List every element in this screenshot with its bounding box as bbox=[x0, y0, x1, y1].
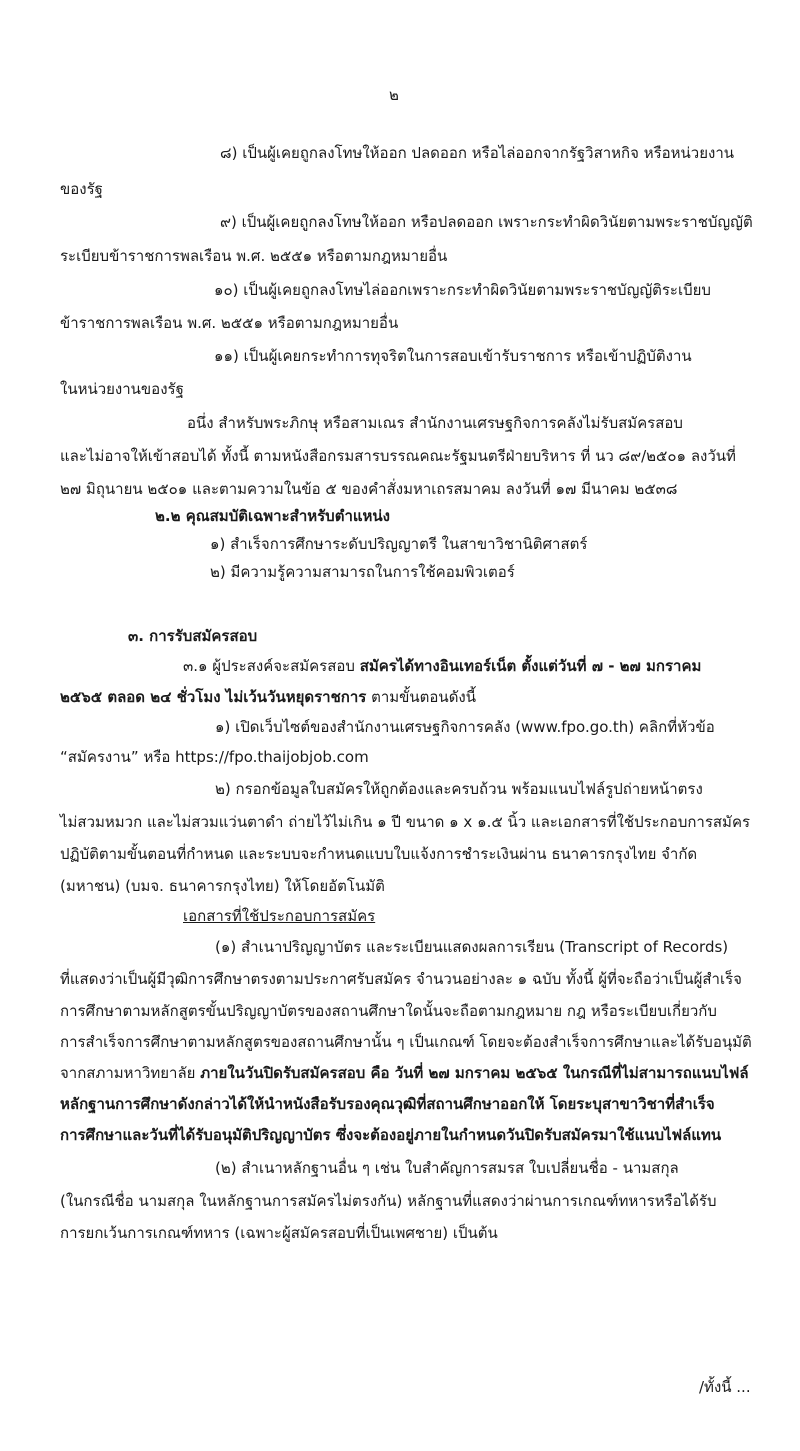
step-2-cont: ไม่สวมหมวก และไม่สวมแว่นตาดำ ถ่ายไว้ไม่เกิน ๑ ปี ขนาด ๑ x ๑.๕ นิ้ว และเอกสารที่ใช้ประกอบการสมัคร bbox=[60, 813, 751, 831]
section-3-1: ๓.๑ ผู้ประสงค์จะสมัครสอบ สมัครได้ทางอินเทอร์เน็ต ตั้งแต่วันที่ ๗ - ๒๗ มกราคม bbox=[183, 657, 702, 675]
step-2: ๒) กรอกข้อมูลใบสมัครให้ถูกต้องและครบถ้วน พร้อมแนบไฟล์รูปถ่ายหน้าตรง bbox=[215, 780, 703, 798]
section-3-heading: ๓. การรับสมัครสอบ bbox=[128, 627, 258, 645]
step-1-cont: “สมัครงาน” หรือ https://fpo.thaijobjob.com bbox=[60, 748, 369, 766]
section-2-2-heading: ๒.๒ คุณสมบัติเฉพาะสำหรับตำแหน่ง bbox=[155, 507, 391, 525]
note-paragraph-cont: ๒๗ มิถุนายน ๒๕๐๑ และตามความในข้อ ๕ ของคำสั่งมหาเถรสมาคม ลงวันที่ ๑๗ มีนาคม ๒๕๓๘ bbox=[60, 480, 678, 498]
document-1-cont: จากสภามหาวิทยาลัย ภายในวันปิดรับสมัครสอบ คือ วันที่ ๒๗ มกราคม ๒๕๖๕ ในกรณีที่ไม่สามารถแนบไฟล์ bbox=[60, 1064, 749, 1082]
item-8: ๘) เป็นผู้เคยถูกลงโทษให้ออก ปลดออก หรือไล่ออกจากรัฐวิสาหกิจ หรือหน่วยงาน bbox=[220, 144, 734, 162]
document-1-cont: การสำเร็จการศึกษาตามหลักสูตรของสถานศึกษานั้น ๆ เป็นเกณฑ์ โดยจะต้องสำเร็จการศึกษาและได้รับอนุมัติ bbox=[60, 1033, 752, 1051]
document-2-cont: การยกเว้นการเกณฑ์ทหาร (เฉพาะผู้สมัครสอบที่เป็นเพศชาย) เป็นต้น bbox=[60, 1224, 498, 1242]
qualification-1: ๑) สำเร็จการศึกษาระดับปริญญาตรี ในสาขาวิชานิติศาสตร์ bbox=[210, 535, 588, 553]
step-1: ๑) เปิดเว็บไซต์ของสำนักงานเศรษฐกิจการคลัง (www.fpo.go.th) คลิกที่หัวข้อ bbox=[215, 718, 715, 736]
continued-marker: /ทั้งนี้ ... bbox=[699, 1378, 751, 1396]
item-8-cont: ของรัฐ bbox=[60, 180, 103, 198]
item-10: ๑๐) เป็นผู้เคยถูกลงโทษไล่ออกเพราะกระทำผิดวินัยตามพระราชบัญญัติระเบียบ bbox=[214, 281, 711, 299]
note-paragraph-cont: และไม่อาจให้เข้าสอบได้ ทั้งนี้ ตามหนังสือกรมสารบรรณคณะรัฐมนตรีฝ่ายบริหาร ที่ นว ๘๙/๒๕๐๑ ลงวันที่ bbox=[60, 447, 736, 465]
item-9-cont: ระเบียบข้าราชการพลเรือน พ.ศ. ๒๕๕๑ หรือตามกฎหมายอื่น bbox=[60, 247, 448, 265]
document-2-cont: (ในกรณีชื่อ นามสกุล ในหลักฐานการสมัครไม่ตรงกัน) หลักฐานที่แสดงว่าผ่านการเกณฑ์ทหารหรือได้รับ bbox=[60, 1192, 717, 1210]
document-1-cont: ที่แสดงว่าเป็นผู้มีวุฒิการศึกษาตรงตามประกาศรับสมัคร จำนวนอย่างละ ๑ ฉบับ ทั้งนี้ ผู้ที่จะถือว่าเป็นผู้สำเร็จ bbox=[60, 970, 742, 988]
section-3-1-cont: ๒๕๖๕ ตลอด ๒๔ ชั่วโมง ไม่เว้นวันหยุดราชการ ตามขั้นตอนดังนี้ bbox=[60, 688, 477, 706]
document-1: (๑) สำเนาปริญญาบัตร และระเบียนแสดงผลการเรียน (Transcript of Records) bbox=[215, 938, 729, 956]
document-1-cont: หลักฐานการศึกษาดังกล่าวได้ให้นำหนังสือรับรองคุณวุฒิที่สถานศึกษาออกให้ โดยระบุสาขาวิชาที่สำเร็จ bbox=[60, 1095, 715, 1113]
document-2: (๒) สำเนาหลักฐานอื่น ๆ เช่น ใบสำคัญการสมรส ใบเปลี่ยนชื่อ - นามสกุล bbox=[215, 1159, 679, 1177]
step-2-cont: ปฏิบัติตามขั้นตอนที่กำหนด และระบบจะกำหนดแบบใบแจ้งการชำระเงินผ่าน ธนาคารกรุงไทย จำกัด bbox=[60, 845, 698, 863]
document-1-cont: การศึกษาตามหลักสูตรขั้นปริญญาบัตรของสถานศึกษาใดนั้นจะถือตามกฎหมาย กฎ หรือระเบียบเกี่ยวกับ bbox=[60, 1002, 717, 1020]
page-number: ๒ bbox=[389, 86, 399, 104]
item-9: ๙) เป็นผู้เคยถูกลงโทษให้ออก หรือปลดออก เพราะกระทำผิดวินัยตามพระราชบัญญัติ bbox=[220, 213, 753, 231]
qualification-2: ๒) มีความรู้ความสามารถในการใช้คอมพิวเตอร์ bbox=[210, 563, 515, 581]
item-11: ๑๑) เป็นผู้เคยกระทำการทุจริตในการสอบเข้ารับราชการ หรือเข้าปฏิบัติงาน bbox=[214, 347, 692, 365]
document-1-cont: การศึกษาและวันที่ได้รับอนุมัติปริญญาบัตร ซึ่งจะต้องอยู่ภายในกำหนดวันปิดรับสมัครมาใช้แนบไฟล์แทน bbox=[60, 1126, 722, 1144]
item-11-cont: ในหน่วยงานของรัฐ bbox=[60, 380, 184, 398]
item-10-cont: ข้าราชการพลเรือน พ.ศ. ๒๕๕๑ หรือตามกฎหมายอื่น bbox=[60, 314, 399, 332]
step-2-cont: (มหาชน) (บมจ. ธนาคารกรุงไทย) ให้โดยอัตโนมัติ bbox=[60, 877, 385, 895]
note-paragraph: อนึ่ง สำหรับพระภิกษุ หรือสามเณร สำนักงานเศรษฐกิจการคลังไม่รับสมัครสอบ bbox=[187, 414, 683, 432]
documents-heading: เอกสารที่ใช้ประกอบการสมัคร bbox=[183, 907, 376, 925]
